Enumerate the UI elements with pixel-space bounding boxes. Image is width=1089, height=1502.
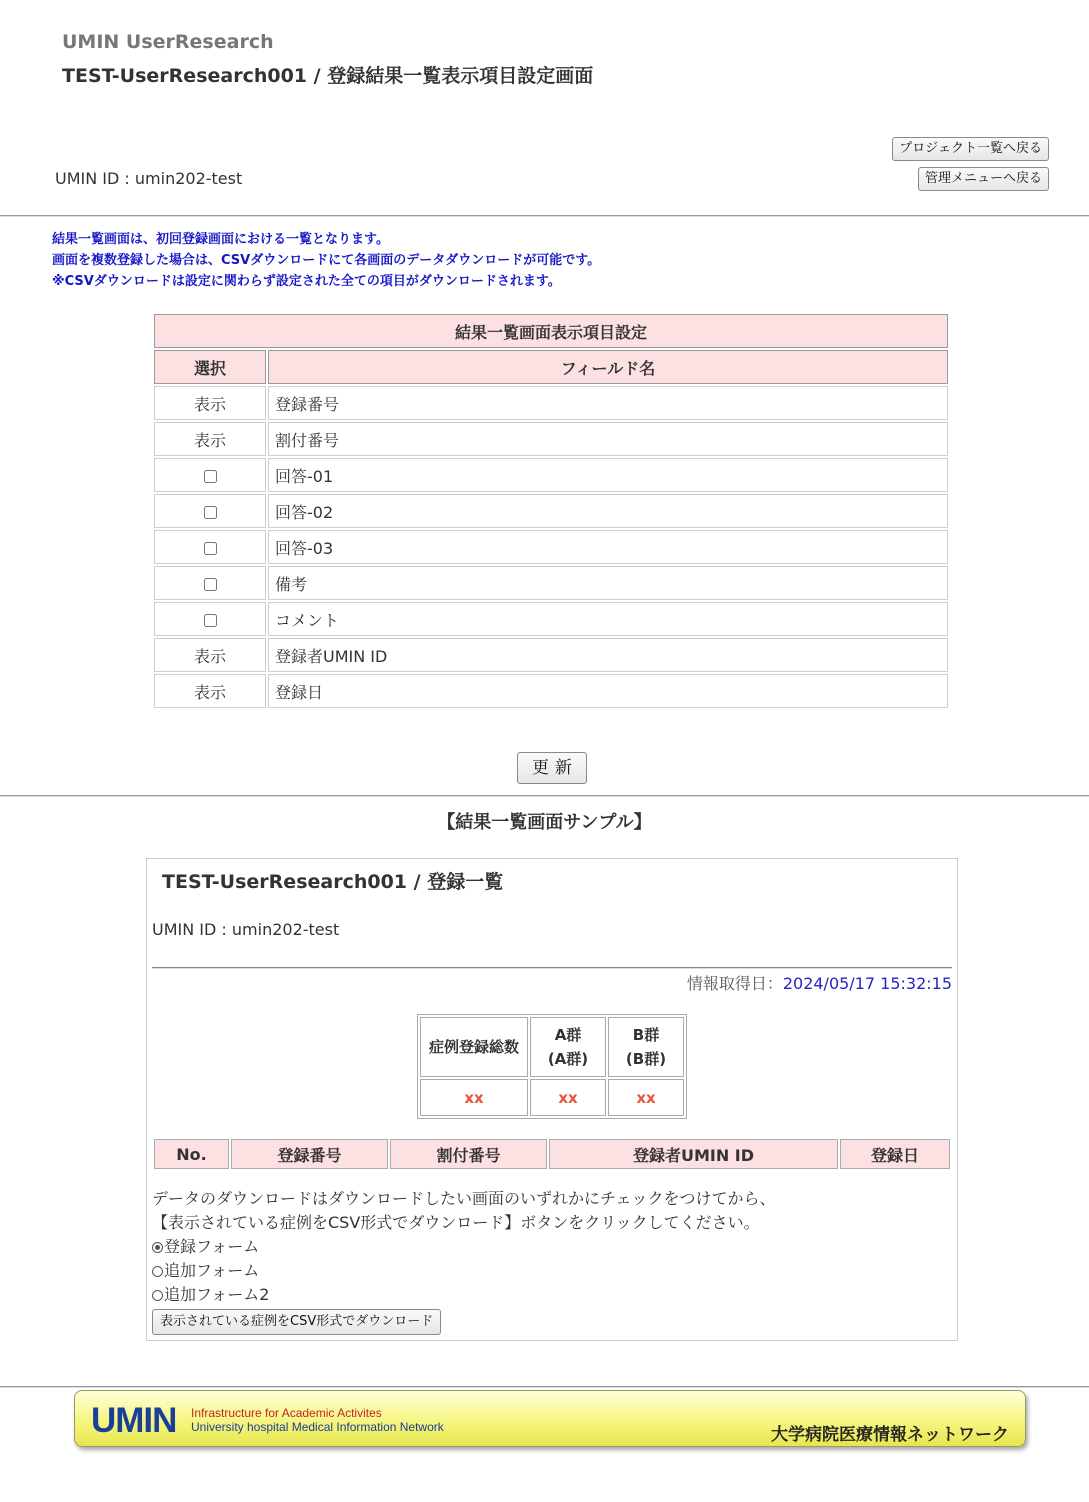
settings-row	[154, 638, 948, 672]
count-header-a-line1: A群	[554, 1026, 582, 1044]
list-header-no: No.	[154, 1139, 229, 1169]
select-cell	[154, 566, 266, 600]
select-cell	[154, 458, 266, 492]
sample-title: TEST-UserResearch001 / 登録一覧	[162, 871, 504, 893]
select-cell: 表示	[154, 638, 266, 672]
info-date-label: 情報取得日：	[686, 974, 783, 993]
col-field-header: フィールド名	[268, 350, 948, 384]
divider	[0, 215, 1089, 217]
settings-row	[154, 422, 948, 456]
field-name-cell: 回答-03	[268, 530, 948, 564]
count-value-total: xx	[420, 1079, 528, 1116]
display-checkbox[interactable]	[204, 578, 217, 591]
form-radio-label: 登録フォーム	[164, 1237, 260, 1256]
field-name-cell: 備考	[268, 566, 948, 600]
page-title: TEST-UserResearch001 / 登録結果一覧表示項目設定画面	[62, 65, 594, 87]
form-radio-option[interactable]	[152, 1259, 776, 1283]
settings-row	[154, 458, 948, 492]
note-line: 画面を複数登録した場合は、CSVダウンロードにて各画面のデータダウンロードが可能です。	[52, 253, 601, 268]
settings-row	[154, 602, 948, 636]
select-cell: 表示	[154, 422, 266, 456]
info-date-value: 2024/05/17 15:32:15	[782, 974, 952, 993]
count-header-b-line1: B群	[632, 1026, 660, 1044]
download-instructions	[152, 1187, 776, 1307]
note-line: 結果一覧画面は、初回登録画面における一覧となります。	[52, 232, 389, 247]
radio-button[interactable]	[152, 1266, 163, 1277]
back-to-project-list-button[interactable]: プロジェクト一覧へ戻る	[892, 137, 1049, 161]
back-to-admin-menu-button[interactable]: 管理メニューへ戻る	[918, 167, 1049, 191]
footer-english-line1: Infrastructure for Academic Activites	[191, 1406, 382, 1420]
sample-umin-id: UMIN ID : umin202-test	[152, 920, 340, 939]
count-value-a: xx	[530, 1079, 606, 1116]
select-cell: 表示	[154, 674, 266, 708]
form-radio-label: 追加フォーム	[164, 1261, 260, 1280]
info-date	[687, 971, 952, 994]
download-text-2: 【表示されている症例をCSV形式でダウンロード】ボタンをクリックしてください。	[152, 1213, 760, 1232]
count-header-b-line2: (B群)	[625, 1050, 667, 1068]
display-checkbox[interactable]	[204, 506, 217, 519]
download-text-1: データのダウンロードはダウンロードしたい画面のいずれかにチェックをつけてから、	[152, 1189, 776, 1208]
count-value-b: xx	[608, 1079, 684, 1116]
display-checkbox[interactable]	[204, 614, 217, 627]
display-checkbox[interactable]	[204, 542, 217, 555]
field-name-cell: 回答-02	[268, 494, 948, 528]
settings-row	[154, 494, 948, 528]
display-checkbox[interactable]	[204, 470, 217, 483]
count-header-total: 症例登録総数	[420, 1017, 528, 1077]
col-select-header: 選択	[154, 350, 266, 384]
list-header-alloc-no: 割付番号	[390, 1139, 547, 1169]
field-name-cell: コメント	[268, 602, 948, 636]
list-header-date: 登録日	[840, 1139, 950, 1169]
field-name-cell: 割付番号	[268, 422, 948, 456]
settings-caption: 結果一覧画面表示項目設定	[154, 314, 948, 348]
select-cell: 表示	[154, 386, 266, 420]
divider	[0, 795, 1089, 797]
umin-logo: UMIN	[91, 1401, 177, 1440]
notes	[52, 229, 600, 292]
radio-button[interactable]	[152, 1242, 163, 1253]
form-radio-option[interactable]	[152, 1283, 776, 1307]
divider	[152, 967, 952, 969]
csv-download-button[interactable]: 表示されている症例をCSV形式でダウンロード	[152, 1309, 441, 1335]
form-radio-label: 追加フォーム2	[164, 1285, 270, 1304]
umin-id: UMIN ID : umin202-test	[55, 169, 243, 188]
field-name-cell: 回答-01	[268, 458, 948, 492]
registration-list-table	[152, 1137, 952, 1171]
settings-row	[154, 674, 948, 708]
umin-footer-banner	[74, 1390, 1026, 1447]
footer-english-line2: University hospital Medical Information Network	[191, 1420, 444, 1434]
count-header-b	[608, 1017, 684, 1077]
divider	[0, 1386, 1089, 1388]
list-header-umin-id: 登録者UMIN ID	[549, 1139, 838, 1169]
count-header-a-line2: (A群)	[547, 1050, 589, 1068]
select-cell	[154, 494, 266, 528]
field-name-cell: 登録番号	[268, 386, 948, 420]
field-name-cell: 登録日	[268, 674, 948, 708]
counts-table	[417, 1014, 687, 1119]
update-button[interactable]: 更新	[517, 752, 587, 784]
form-radio-option[interactable]	[152, 1235, 776, 1259]
display-settings-table	[152, 312, 950, 710]
settings-row	[154, 566, 948, 600]
sample-preview	[146, 858, 958, 1341]
select-cell	[154, 602, 266, 636]
radio-button[interactable]	[152, 1290, 163, 1301]
settings-row	[154, 530, 948, 564]
select-cell	[154, 530, 266, 564]
footer-japanese-name: 大学病院医療情報ネットワーク	[771, 1425, 1009, 1445]
list-header-reg-no: 登録番号	[231, 1139, 388, 1169]
form-radio-group	[152, 1235, 776, 1307]
field-name-cell: 登録者UMIN ID	[268, 638, 948, 672]
note-line: ※CSVダウンロードは設定に関わらず設定された全ての項目がダウンロードされます。	[52, 274, 561, 289]
settings-row	[154, 386, 948, 420]
app-title: UMIN UserResearch	[62, 31, 274, 53]
sample-heading: 【結果一覧画面サンプル】	[437, 812, 652, 833]
count-header-a	[530, 1017, 606, 1077]
